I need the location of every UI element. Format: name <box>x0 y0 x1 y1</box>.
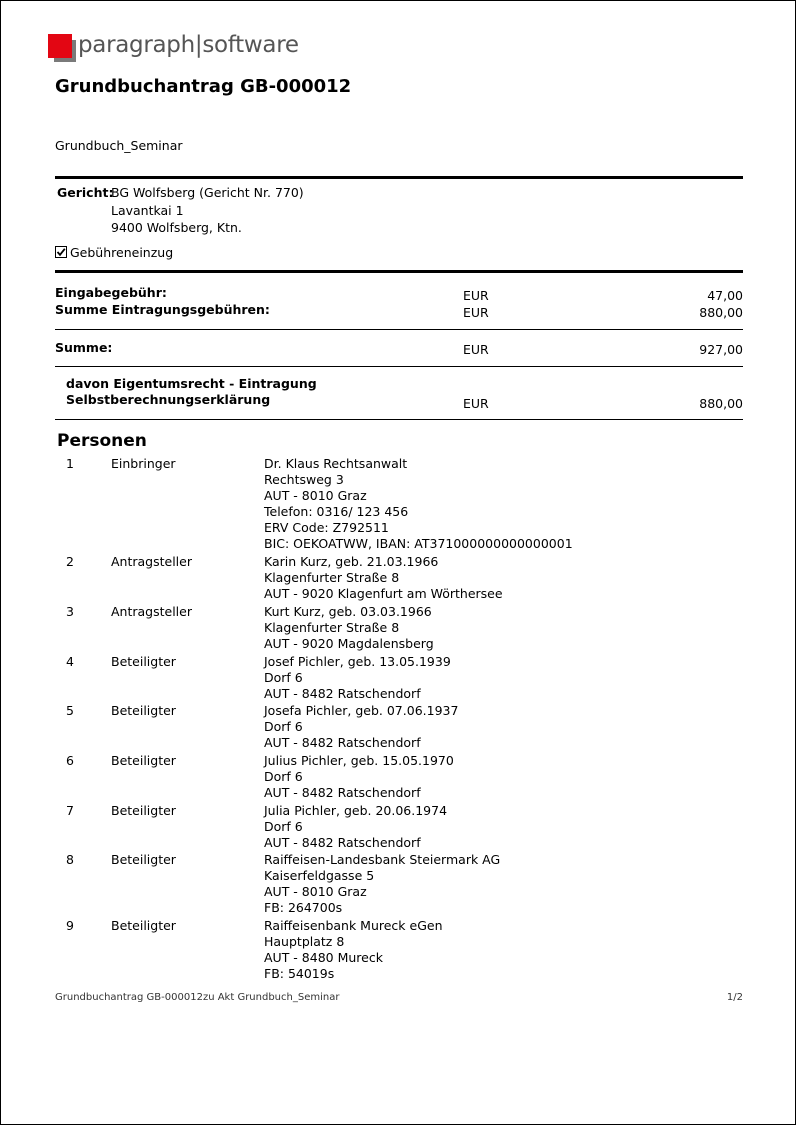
person-address-line: Klagenfurter Straße 8 <box>264 620 400 635</box>
person-role: Beteiligter <box>111 803 176 818</box>
gericht-label: Gericht: <box>57 185 114 200</box>
gebuehreneinzug-label: Gebühreneinzug <box>70 245 174 260</box>
eintragungsgebuehren-amount: 880,00 <box>699 305 743 320</box>
person-address <box>264 918 443 982</box>
person-address-line: Raiffeisen-Landesbank Steiermark AG <box>264 852 501 867</box>
footer-document-ref: Grundbuchantrag GB-000012zu Akt Grundbuch_Seminar <box>55 992 340 1003</box>
selbstberechnung-label: Selbstberechnungserklärung <box>66 392 271 407</box>
person-address <box>264 554 503 602</box>
person-role: Antragsteller <box>111 604 192 619</box>
person-address-line: Dorf 6 <box>264 819 303 834</box>
person-number: 4 <box>66 654 74 669</box>
davon-currency: EUR <box>463 396 489 411</box>
akt-name: Grundbuch_Seminar <box>55 138 183 153</box>
person-address-line: Telefon: 0316/ 123 456 <box>264 504 409 519</box>
person-address-line: AUT - 9020 Magdalensberg <box>264 636 434 651</box>
eintragungsgebuehren-currency: EUR <box>463 305 489 320</box>
person-role: Beteiligter <box>111 753 176 768</box>
person-role: Einbringer <box>111 456 176 471</box>
person-address-line: Julius Pichler, geb. 15.05.1970 <box>264 753 454 768</box>
person-address-line: ERV Code: Z792511 <box>264 520 389 535</box>
person-number: 8 <box>66 852 74 867</box>
person-address <box>264 654 451 702</box>
person-address-line: Dorf 6 <box>264 769 303 784</box>
person-number: 5 <box>66 703 74 718</box>
person-address-line: Klagenfurter Straße 8 <box>264 570 400 585</box>
person-address-line: Josefa Pichler, geb. 07.06.1937 <box>264 703 459 718</box>
person-address-line: AUT - 8482 Ratschendorf <box>264 686 421 701</box>
person-address-line: Karin Kurz, geb. 21.03.1966 <box>264 554 439 569</box>
summe-currency: EUR <box>463 342 489 357</box>
person-number: 1 <box>66 456 74 471</box>
person-address-line: AUT - 8010 Graz <box>264 488 367 503</box>
person-address <box>264 456 573 552</box>
person-address-line: Dorf 6 <box>264 670 303 685</box>
person-number: 3 <box>66 604 74 619</box>
person-address-line: AUT - 8010 Graz <box>264 884 367 899</box>
summe-amount: 927,00 <box>699 342 743 357</box>
logo-mark-icon <box>48 34 72 58</box>
person-address-line: Josef Pichler, geb. 13.05.1939 <box>264 654 451 669</box>
gebuehreneinzug-checkbox[interactable] <box>55 246 67 258</box>
person-address-line: FB: 264700s <box>264 900 343 915</box>
divider <box>55 366 743 367</box>
person-address-line: Dorf 6 <box>264 719 303 734</box>
person-address-line: Kaiserfeldgasse 5 <box>264 868 375 883</box>
person-role: Beteiligter <box>111 852 176 867</box>
person-address-line: BIC: OEKOATWW, IBAN: AT371000000000000001 <box>264 536 573 551</box>
document-title: Grundbuchantrag GB-000012 <box>55 76 352 97</box>
person-role: Antragsteller <box>111 554 192 569</box>
davon-label: davon Eigentumsrecht - Eintragung <box>66 376 317 391</box>
person-address-line: AUT - 8482 Ratschendorf <box>264 835 421 850</box>
person-number: 7 <box>66 803 74 818</box>
person-address-line: Rechtsweg 3 <box>264 472 344 487</box>
personen-heading: Personen <box>57 431 147 451</box>
gericht-city: 9400 Wolfsberg, Ktn. <box>111 220 242 235</box>
divider <box>55 329 743 330</box>
checkmark-icon <box>56 247 66 257</box>
person-address <box>264 703 458 751</box>
person-address-line: AUT - 8482 Ratschendorf <box>264 735 421 750</box>
person-address-line: FB: 54019s <box>264 966 335 981</box>
gericht-street: Lavantkai 1 <box>111 203 184 218</box>
person-address-line: Julia Pichler, geb. 20.06.1974 <box>264 803 448 818</box>
divider <box>55 419 743 420</box>
gericht-name: BG Wolfsberg (Gericht Nr. 770) <box>111 185 304 200</box>
person-address <box>264 753 454 801</box>
logo-brand-text: paragraph|software <box>78 32 299 58</box>
eingabegebuehr-amount: 47,00 <box>707 288 743 303</box>
person-address-line: AUT - 8482 Ratschendorf <box>264 785 421 800</box>
person-address <box>264 604 434 652</box>
footer-page-number: 1/2 <box>726 992 743 1003</box>
person-role: Beteiligter <box>111 703 176 718</box>
eingabegebuehr-label: Eingabegebühr: <box>55 285 167 300</box>
person-address-line: AUT - 8480 Mureck <box>264 950 383 965</box>
person-address <box>264 803 447 851</box>
person-address-line: Hauptplatz 8 <box>264 934 345 949</box>
summe-label: Summe: <box>55 340 113 355</box>
person-address-line: AUT - 9020 Klagenfurt am Wörthersee <box>264 586 503 601</box>
davon-amount: 880,00 <box>699 396 743 411</box>
divider <box>55 270 743 273</box>
person-address <box>264 852 500 916</box>
person-role: Beteiligter <box>111 918 176 933</box>
eintragungsgebuehren-label: Summe Eintragungsgebühren: <box>55 302 270 317</box>
person-address-line: Kurt Kurz, geb. 03.03.1966 <box>264 604 432 619</box>
eingabegebuehr-currency: EUR <box>463 288 489 303</box>
person-role: Beteiligter <box>111 654 176 669</box>
person-address-line: Raiffeisenbank Mureck eGen <box>264 918 443 933</box>
person-address-line: Dr. Klaus Rechtsanwalt <box>264 456 408 471</box>
person-number: 6 <box>66 753 74 768</box>
person-number: 9 <box>66 918 74 933</box>
person-number: 2 <box>66 554 74 569</box>
divider <box>55 176 743 179</box>
